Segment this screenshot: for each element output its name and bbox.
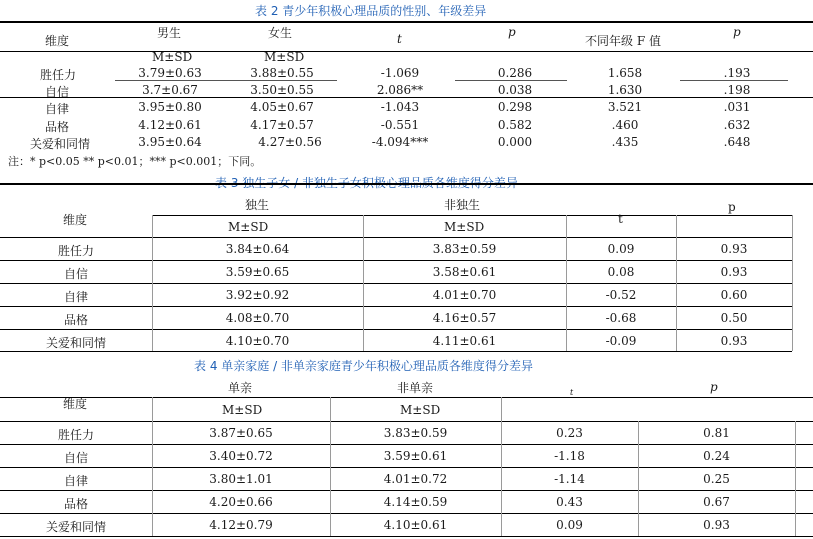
table3-sub-nononly: M±SD [444, 220, 485, 234]
table4-row-t: 0.23 [556, 426, 583, 440]
table3-row-nononly: 4.01±0.70 [432, 288, 497, 302]
table4-row-dim: 胜任力 [57, 428, 94, 442]
table3-row-dim: 自信 [63, 267, 88, 281]
table3-row-rule [0, 260, 792, 261]
table3-row-rule [0, 237, 792, 238]
table2-row-p: 0.038 [497, 83, 533, 97]
table3-row-t: 0.08 [607, 265, 635, 279]
table4-row-dim: 自信 [63, 451, 88, 465]
table4-col-divider [330, 397, 331, 536]
table3-row-only: 3.59±0.65 [225, 265, 290, 279]
table3-row-p: 0.93 [720, 265, 748, 279]
table2-footnote: 注：* p<0.05 ** p<0.01；*** p<0.001；下同。 [8, 155, 262, 168]
table4-row-dim: 关爱和同情 [45, 520, 106, 534]
table3-row-p: 0.60 [720, 288, 748, 302]
table4-row-p: 0.67 [703, 495, 730, 509]
table3-header-dim: 维度 [63, 213, 88, 227]
table2-header-p2: p [733, 25, 741, 39]
table4-row-p: 0.24 [703, 449, 730, 463]
table4-row-single: 3.87±0.65 [209, 426, 273, 440]
table3-row-t: 0.09 [607, 242, 635, 256]
table4-row-dim: 品格 [63, 497, 88, 511]
table3-row-nononly: 3.58±0.61 [432, 265, 497, 279]
table3-row-nononly: 3.83±0.59 [432, 242, 497, 256]
table4-row-rule [0, 421, 813, 422]
table4-top-rule [0, 397, 813, 398]
table4-row-nonsingle: 3.83±0.59 [383, 426, 448, 440]
table3-row-only: 3.92±0.92 [225, 288, 290, 302]
table2-row-t: -0.551 [380, 118, 420, 132]
table2-row-f: 3.521 [607, 100, 643, 114]
table2-row-underline [115, 80, 337, 81]
table2-row-underline [680, 80, 788, 81]
table2-row-female: 4.27±0.56 [258, 135, 322, 149]
table3-col-divider [792, 215, 793, 351]
table2-row-female: 3.88±0.55 [250, 66, 314, 80]
table3-header-t: t [618, 212, 623, 226]
table3-top-rule [0, 183, 813, 185]
table2-row-female: 4.17±0.57 [250, 118, 314, 132]
table2-row-p2: .198 [723, 83, 751, 97]
table2-header-f: 不同年级 F 值 [585, 34, 661, 48]
table3-row-p: 0.93 [720, 334, 748, 348]
table4-bottom-rule [0, 536, 813, 537]
table2-row-p: 0.298 [497, 100, 533, 114]
table4-row-p: 0.81 [703, 426, 730, 440]
table4-header-t: t [570, 388, 574, 397]
table4-row-single: 4.20±0.66 [209, 495, 273, 509]
table4-row-dim: 自律 [63, 474, 88, 488]
table2-row-f: 1.630 [607, 83, 643, 97]
table4-row-p: 0.93 [703, 518, 730, 532]
table4-header-single: 单亲 [228, 381, 253, 395]
table2-row-t: -1.043 [380, 100, 420, 114]
table4-row-nonsingle: 4.01±0.72 [383, 472, 448, 486]
table4-row-nonsingle: 3.59±0.61 [383, 449, 448, 463]
table2-row-dim: 关爱和同情 [30, 137, 91, 151]
table2-row-dim: 自信 [45, 85, 70, 99]
table3-row-rule [0, 306, 792, 307]
table3-row-only: 4.10±0.70 [225, 334, 290, 348]
table2-row-male: 3.79±0.63 [138, 66, 202, 80]
table3-row-rule [0, 329, 792, 330]
table2-row-dim: 自律 [45, 102, 70, 116]
table4-title: 表 4 单亲家庭 / 非单亲家庭青少年积极心理品质各维度得分差异 [194, 359, 533, 373]
table3-row-t: -0.68 [605, 311, 637, 325]
table3-col-divider [152, 215, 153, 351]
table3-header-p: p [728, 200, 736, 214]
table3-row-dim: 自律 [63, 290, 88, 304]
table3-row-rule [0, 283, 792, 284]
table2-row-male: 3.95±0.64 [138, 135, 202, 149]
table4-row-nonsingle: 4.14±0.59 [383, 495, 448, 509]
table2-row-rule [0, 97, 813, 98]
table3-col-divider [676, 215, 677, 351]
table3-header-only: 独生 [245, 198, 270, 212]
table2-title: 表 2 青少年积极心理品质的性别、年级差异 [255, 4, 487, 18]
table4-row-single: 3.80±1.01 [209, 472, 273, 486]
table2-row-male: 3.95±0.80 [138, 100, 202, 114]
table2-sub-female: M±SD [264, 50, 305, 64]
table2-row-underline [455, 80, 567, 81]
table4-header-nonsingle: 非单亲 [397, 381, 434, 395]
table3-row-t: -0.09 [605, 334, 637, 348]
table2-sub-male: M±SD [152, 50, 193, 64]
table3-row-p: 0.93 [720, 242, 748, 256]
table3-row-only: 3.84±0.64 [225, 242, 290, 256]
table2-row-male: 3.7±0.67 [142, 83, 198, 97]
table4-header-dim: 维度 [63, 397, 88, 411]
table2-row-t: -1.069 [380, 66, 420, 80]
table4-row-nonsingle: 4.10±0.61 [383, 518, 448, 532]
table2-row-dim: 品格 [45, 120, 70, 134]
table4-row-rule [0, 467, 813, 468]
table3-row-t: -0.52 [605, 288, 637, 302]
table3-row-nononly: 4.16±0.57 [432, 311, 497, 325]
table2-row-f: 1.658 [607, 66, 643, 80]
table3-row-only: 4.08±0.70 [225, 311, 290, 325]
table2-header-dim: 维度 [45, 34, 70, 48]
table3-row-p: 0.50 [720, 311, 748, 325]
table2-row-female: 4.05±0.67 [250, 100, 314, 114]
table4-col-divider [152, 397, 153, 536]
table4-row-p: 0.25 [703, 472, 730, 486]
table4-row-t: -1.18 [554, 449, 585, 463]
table2-header-female: 女生 [268, 26, 293, 40]
table2-header-male: 男生 [157, 26, 182, 40]
table3-title: 表 3 独生子女 / 非独生子女积极心理品质各维度得分差异 [215, 176, 518, 190]
table4-sub-single: M±SD [222, 403, 263, 417]
table3-header-nononly: 非独生 [444, 198, 481, 212]
table3-row-dim: 胜任力 [57, 244, 94, 258]
table2-row-female: 3.50±0.55 [250, 83, 314, 97]
table4-row-rule [0, 490, 813, 491]
table4-col-divider [795, 421, 796, 536]
table2-row-t: 2.086** [376, 83, 424, 97]
table2-row-p2: .632 [723, 118, 751, 132]
table3-sub-only: M±SD [228, 220, 269, 234]
table2-row-p2: .648 [723, 135, 751, 149]
table3-col-divider [566, 215, 567, 351]
table2-row-dim: 胜任力 [40, 68, 77, 82]
table2-row-f: .435 [611, 135, 639, 149]
table4-row-t: 0.09 [556, 518, 583, 532]
table2-row-p: 0.000 [497, 135, 533, 149]
table2-header-p: p [508, 25, 516, 39]
table2-row-p2: .193 [723, 66, 751, 80]
table2-row-t: -4.094*** [371, 135, 429, 149]
table3-col-divider [363, 215, 364, 351]
table2-row-f: .460 [611, 118, 639, 132]
table4-row-rule [0, 513, 813, 514]
table4-row-t: -1.14 [554, 472, 585, 486]
table4-sub-nonsingle: M±SD [400, 403, 441, 417]
table2-row-male: 4.12±0.61 [138, 118, 202, 132]
table3-row-nononly: 4.11±0.61 [432, 334, 497, 348]
table4-header-p: p [710, 380, 718, 394]
table2-header-rule [0, 51, 813, 52]
table2-header-t: t [397, 32, 402, 46]
table3-bottom-rule [0, 351, 792, 352]
table2-top-rule [0, 21, 813, 23]
table2-row-p: 0.582 [497, 118, 533, 132]
table3-header-rule [152, 215, 792, 216]
table4-row-rule [0, 444, 813, 445]
table4-row-single: 3.40±0.72 [209, 449, 273, 463]
table3-row-dim: 关爱和同情 [45, 336, 106, 350]
table4-col-divider [501, 397, 502, 536]
table3-row-dim: 品格 [63, 313, 88, 327]
table4-row-single: 4.12±0.79 [209, 518, 273, 532]
table2-row-p2: .031 [723, 100, 751, 114]
table4-row-t: 0.43 [556, 495, 583, 509]
table2-row-p: 0.286 [497, 66, 533, 80]
